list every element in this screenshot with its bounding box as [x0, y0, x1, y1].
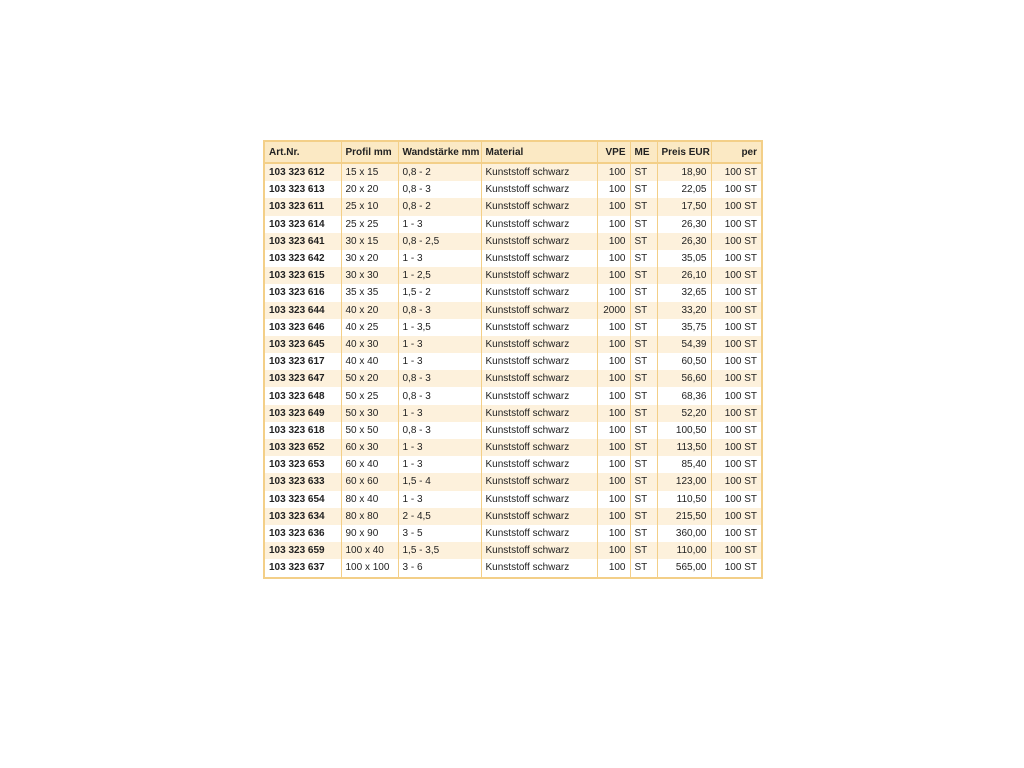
cell-vpe: 100 [597, 198, 630, 215]
cell-preis: 110,50 [657, 491, 711, 508]
cell-preis: 17,50 [657, 198, 711, 215]
cell-vpe: 100 [597, 508, 630, 525]
cell-wandstaerke: 0,8 - 3 [398, 302, 481, 319]
cell-material: Kunststoff schwarz [481, 387, 597, 404]
cell-per: 100 ST [711, 491, 762, 508]
cell-artnr: 103 323 617 [264, 353, 341, 370]
cell-preis: 113,50 [657, 439, 711, 456]
cell-wandstaerke: 1,5 - 2 [398, 284, 481, 301]
cell-preis: 100,50 [657, 422, 711, 439]
cell-me: ST [630, 473, 657, 490]
cell-preis: 215,50 [657, 508, 711, 525]
cell-artnr: 103 323 652 [264, 439, 341, 456]
cell-preis: 26,10 [657, 267, 711, 284]
table-header [264, 141, 762, 163]
cell-vpe: 100 [597, 405, 630, 422]
table-row [264, 250, 762, 267]
cell-me: ST [630, 508, 657, 525]
cell-vpe: 100 [597, 473, 630, 490]
table-row [264, 353, 762, 370]
cell-me: ST [630, 405, 657, 422]
table-row [264, 370, 762, 387]
table-row [264, 525, 762, 542]
cell-per: 100 ST [711, 216, 762, 233]
cell-per: 100 ST [711, 267, 762, 284]
cell-material: Kunststoff schwarz [481, 559, 597, 577]
cell-material: Kunststoff schwarz [481, 319, 597, 336]
cell-wandstaerke: 1 - 3 [398, 456, 481, 473]
cell-material: Kunststoff schwarz [481, 508, 597, 525]
cell-vpe: 100 [597, 542, 630, 559]
cell-wandstaerke: 1 - 3 [398, 250, 481, 267]
cell-artnr: 103 323 642 [264, 250, 341, 267]
cell-material: Kunststoff schwarz [481, 439, 597, 456]
table-row [264, 473, 762, 490]
cell-vpe: 100 [597, 439, 630, 456]
cell-profil: 30 x 20 [341, 250, 398, 267]
table-row [264, 267, 762, 284]
cell-wandstaerke: 1 - 3 [398, 216, 481, 233]
cell-per: 100 ST [711, 181, 762, 198]
cell-preis: 22,05 [657, 181, 711, 198]
table-row [264, 439, 762, 456]
cell-wandstaerke: 1,5 - 4 [398, 473, 481, 490]
cell-profil: 40 x 30 [341, 336, 398, 353]
cell-me: ST [630, 387, 657, 404]
cell-preis: 360,00 [657, 525, 711, 542]
table-body [264, 163, 762, 578]
cell-me: ST [630, 456, 657, 473]
cell-profil: 100 x 100 [341, 559, 398, 577]
cell-material: Kunststoff schwarz [481, 284, 597, 301]
cell-preis: 35,75 [657, 319, 711, 336]
table-row [264, 559, 762, 577]
cell-artnr: 103 323 654 [264, 491, 341, 508]
col-header-profil: Profil mm [341, 141, 398, 163]
cell-wandstaerke: 2 - 4,5 [398, 508, 481, 525]
table-row [264, 422, 762, 439]
cell-wandstaerke: 3 - 5 [398, 525, 481, 542]
cell-profil: 50 x 25 [341, 387, 398, 404]
cell-me: ST [630, 302, 657, 319]
cell-per: 100 ST [711, 422, 762, 439]
cell-preis: 26,30 [657, 216, 711, 233]
cell-material: Kunststoff schwarz [481, 370, 597, 387]
cell-artnr: 103 323 615 [264, 267, 341, 284]
cell-wandstaerke: 1 - 3 [398, 491, 481, 508]
cell-artnr: 103 323 644 [264, 302, 341, 319]
table-row [264, 163, 762, 181]
cell-artnr: 103 323 647 [264, 370, 341, 387]
cell-vpe: 100 [597, 250, 630, 267]
cell-per: 100 ST [711, 336, 762, 353]
cell-profil: 60 x 40 [341, 456, 398, 473]
cell-per: 100 ST [711, 387, 762, 404]
cell-preis: 33,20 [657, 302, 711, 319]
cell-wandstaerke: 0,8 - 2 [398, 198, 481, 215]
cell-material: Kunststoff schwarz [481, 181, 597, 198]
table-row [264, 336, 762, 353]
cell-per: 100 ST [711, 250, 762, 267]
cell-material: Kunststoff schwarz [481, 456, 597, 473]
cell-material: Kunststoff schwarz [481, 422, 597, 439]
cell-preis: 110,00 [657, 542, 711, 559]
cell-preis: 26,30 [657, 233, 711, 250]
cell-preis: 32,65 [657, 284, 711, 301]
table-row [264, 542, 762, 559]
cell-artnr: 103 323 653 [264, 456, 341, 473]
cell-per: 100 ST [711, 542, 762, 559]
cell-profil: 50 x 30 [341, 405, 398, 422]
cell-vpe: 100 [597, 387, 630, 404]
cell-profil: 20 x 20 [341, 181, 398, 198]
cell-wandstaerke: 0,8 - 3 [398, 181, 481, 198]
cell-me: ST [630, 525, 657, 542]
cell-per: 100 ST [711, 198, 762, 215]
cell-preis: 54,39 [657, 336, 711, 353]
table-row [264, 508, 762, 525]
cell-per: 100 ST [711, 302, 762, 319]
cell-wandstaerke: 0,8 - 3 [398, 387, 481, 404]
table-row [264, 216, 762, 233]
cell-vpe: 100 [597, 284, 630, 301]
col-header-preis: Preis EUR [657, 141, 711, 163]
cell-me: ST [630, 181, 657, 198]
table-row [264, 456, 762, 473]
cell-per: 100 ST [711, 559, 762, 577]
cell-preis: 60,50 [657, 353, 711, 370]
cell-vpe: 100 [597, 267, 630, 284]
cell-per: 100 ST [711, 439, 762, 456]
cell-artnr: 103 323 636 [264, 525, 341, 542]
cell-vpe: 100 [597, 559, 630, 577]
cell-profil: 40 x 25 [341, 319, 398, 336]
cell-material: Kunststoff schwarz [481, 302, 597, 319]
cell-vpe: 100 [597, 456, 630, 473]
cell-profil: 40 x 40 [341, 353, 398, 370]
price-table [263, 140, 763, 579]
table-row [264, 302, 762, 319]
cell-vpe: 100 [597, 353, 630, 370]
cell-vpe: 100 [597, 336, 630, 353]
cell-vpe: 100 [597, 319, 630, 336]
table-row [264, 405, 762, 422]
cell-preis: 565,00 [657, 559, 711, 577]
cell-profil: 30 x 30 [341, 267, 398, 284]
table-row [264, 387, 762, 404]
cell-vpe: 100 [597, 233, 630, 250]
cell-per: 100 ST [711, 163, 762, 181]
cell-per: 100 ST [711, 456, 762, 473]
cell-per: 100 ST [711, 370, 762, 387]
cell-per: 100 ST [711, 233, 762, 250]
cell-artnr: 103 323 646 [264, 319, 341, 336]
cell-wandstaerke: 0,8 - 2 [398, 163, 481, 181]
cell-profil: 50 x 50 [341, 422, 398, 439]
cell-material: Kunststoff schwarz [481, 216, 597, 233]
cell-artnr: 103 323 612 [264, 163, 341, 181]
cell-material: Kunststoff schwarz [481, 525, 597, 542]
cell-artnr: 103 323 634 [264, 508, 341, 525]
cell-me: ST [630, 319, 657, 336]
cell-material: Kunststoff schwarz [481, 250, 597, 267]
cell-profil: 90 x 90 [341, 525, 398, 542]
cell-artnr: 103 323 649 [264, 405, 341, 422]
cell-profil: 15 x 15 [341, 163, 398, 181]
cell-artnr: 103 323 659 [264, 542, 341, 559]
cell-per: 100 ST [711, 284, 762, 301]
cell-material: Kunststoff schwarz [481, 405, 597, 422]
cell-preis: 52,20 [657, 405, 711, 422]
cell-vpe: 100 [597, 525, 630, 542]
cell-profil: 80 x 80 [341, 508, 398, 525]
cell-vpe: 2000 [597, 302, 630, 319]
cell-material: Kunststoff schwarz [481, 267, 597, 284]
cell-profil: 25 x 10 [341, 198, 398, 215]
table-row [264, 198, 762, 215]
cell-wandstaerke: 1 - 3 [398, 353, 481, 370]
table-row [264, 181, 762, 198]
col-header-wandstaerke: Wandstärke mm [398, 141, 481, 163]
cell-profil: 25 x 25 [341, 216, 398, 233]
cell-preis: 68,36 [657, 387, 711, 404]
cell-artnr: 103 323 614 [264, 216, 341, 233]
cell-preis: 18,90 [657, 163, 711, 181]
cell-preis: 85,40 [657, 456, 711, 473]
cell-wandstaerke: 1 - 3 [398, 405, 481, 422]
cell-per: 100 ST [711, 508, 762, 525]
cell-material: Kunststoff schwarz [481, 163, 597, 181]
cell-profil: 60 x 30 [341, 439, 398, 456]
cell-me: ST [630, 216, 657, 233]
col-header-artnr: Art.Nr. [264, 141, 341, 163]
cell-per: 100 ST [711, 353, 762, 370]
cell-profil: 60 x 60 [341, 473, 398, 490]
table-row [264, 319, 762, 336]
cell-vpe: 100 [597, 163, 630, 181]
cell-profil: 80 x 40 [341, 491, 398, 508]
cell-wandstaerke: 0,8 - 3 [398, 370, 481, 387]
cell-artnr: 103 323 611 [264, 198, 341, 215]
col-header-me: ME [630, 141, 657, 163]
col-header-vpe: VPE [597, 141, 630, 163]
cell-me: ST [630, 542, 657, 559]
cell-vpe: 100 [597, 370, 630, 387]
table-row [264, 284, 762, 301]
table-row [264, 491, 762, 508]
cell-material: Kunststoff schwarz [481, 198, 597, 215]
cell-profil: 100 x 40 [341, 542, 398, 559]
cell-wandstaerke: 1 - 3,5 [398, 319, 481, 336]
cell-profil: 35 x 35 [341, 284, 398, 301]
cell-artnr: 103 323 637 [264, 559, 341, 577]
cell-material: Kunststoff schwarz [481, 233, 597, 250]
cell-profil: 50 x 20 [341, 370, 398, 387]
cell-me: ST [630, 353, 657, 370]
col-header-material: Material [481, 141, 597, 163]
cell-wandstaerke: 3 - 6 [398, 559, 481, 577]
cell-me: ST [630, 284, 657, 301]
cell-wandstaerke: 1 - 2,5 [398, 267, 481, 284]
cell-wandstaerke: 1,5 - 3,5 [398, 542, 481, 559]
cell-vpe: 100 [597, 491, 630, 508]
cell-me: ST [630, 370, 657, 387]
col-header-per: per [711, 141, 762, 163]
cell-wandstaerke: 0,8 - 2,5 [398, 233, 481, 250]
cell-artnr: 103 323 641 [264, 233, 341, 250]
cell-artnr: 103 323 633 [264, 473, 341, 490]
cell-wandstaerke: 0,8 - 3 [398, 422, 481, 439]
cell-per: 100 ST [711, 473, 762, 490]
cell-per: 100 ST [711, 405, 762, 422]
cell-preis: 56,60 [657, 370, 711, 387]
cell-me: ST [630, 336, 657, 353]
cell-me: ST [630, 559, 657, 577]
cell-artnr: 103 323 645 [264, 336, 341, 353]
cell-artnr: 103 323 613 [264, 181, 341, 198]
cell-me: ST [630, 198, 657, 215]
cell-material: Kunststoff schwarz [481, 353, 597, 370]
cell-artnr: 103 323 616 [264, 284, 341, 301]
cell-me: ST [630, 250, 657, 267]
cell-wandstaerke: 1 - 3 [398, 336, 481, 353]
cell-artnr: 103 323 618 [264, 422, 341, 439]
cell-me: ST [630, 422, 657, 439]
cell-vpe: 100 [597, 422, 630, 439]
cell-preis: 35,05 [657, 250, 711, 267]
cell-me: ST [630, 491, 657, 508]
cell-profil: 40 x 20 [341, 302, 398, 319]
cell-me: ST [630, 267, 657, 284]
cell-artnr: 103 323 648 [264, 387, 341, 404]
cell-wandstaerke: 1 - 3 [398, 439, 481, 456]
cell-me: ST [630, 439, 657, 456]
cell-me: ST [630, 233, 657, 250]
cell-material: Kunststoff schwarz [481, 491, 597, 508]
header-row [264, 141, 762, 163]
cell-material: Kunststoff schwarz [481, 473, 597, 490]
cell-material: Kunststoff schwarz [481, 336, 597, 353]
cell-me: ST [630, 163, 657, 181]
cell-vpe: 100 [597, 216, 630, 233]
cell-preis: 123,00 [657, 473, 711, 490]
cell-vpe: 100 [597, 181, 630, 198]
cell-per: 100 ST [711, 525, 762, 542]
cell-profil: 30 x 15 [341, 233, 398, 250]
cell-per: 100 ST [711, 319, 762, 336]
cell-material: Kunststoff schwarz [481, 542, 597, 559]
table-row [264, 233, 762, 250]
